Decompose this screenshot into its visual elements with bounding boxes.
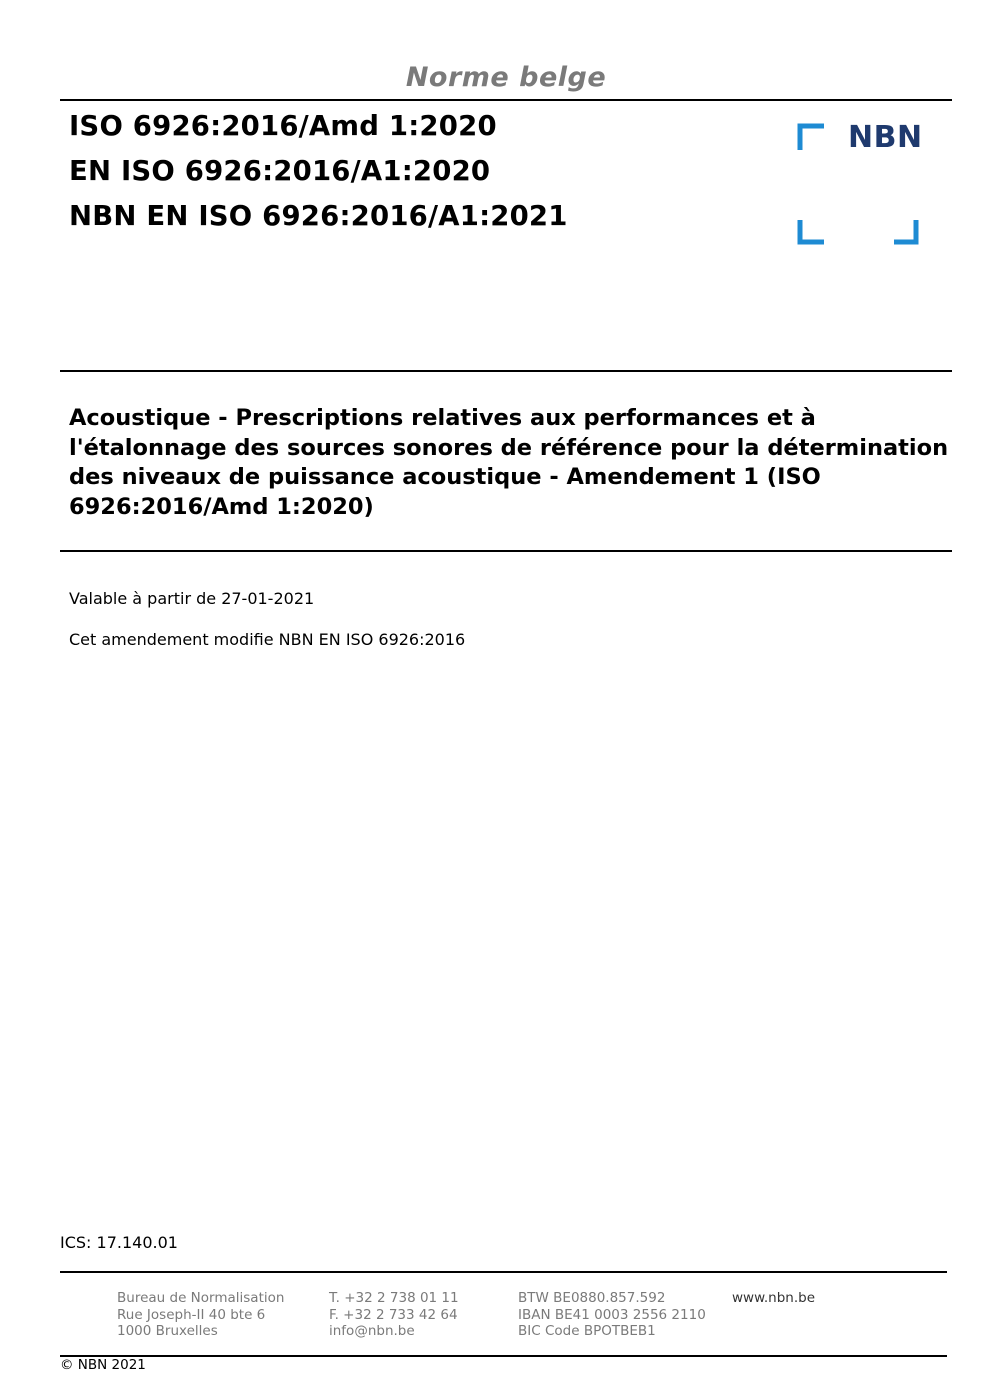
footer-phone: T. +32 2 738 01 11 (329, 1290, 459, 1306)
ics-code: ICS: 17.140.01 (60, 1233, 178, 1252)
top-rule (60, 99, 952, 101)
amendment-note: Cet amendement modifie NBN EN ISO 6926:2016 (69, 630, 466, 649)
document-kind: Norme belge (405, 62, 607, 93)
title-top-rule (60, 370, 952, 372)
footer-bottom-rule (60, 1355, 947, 1357)
footer-fax: F. +32 2 733 42 64 (329, 1306, 458, 1323)
footer-iban: IBAN BE41 0003 2556 2110 (518, 1306, 706, 1323)
footer-address (117, 1290, 284, 1340)
footer-contact (329, 1290, 459, 1340)
nbn-code: NBN EN ISO 6926:2016/A1:2021 (69, 200, 568, 232)
footer-website-link[interactable]: www.nbn.be (732, 1290, 816, 1306)
en-code: EN ISO 6926:2016/A1:2020 (69, 155, 491, 187)
footer-bic: BIC Code BPOTBEB1 (518, 1323, 656, 1340)
footer-bank (518, 1290, 706, 1340)
footer-vat: BTW BE0880.857.592 (518, 1290, 666, 1306)
title-bottom-rule (60, 550, 952, 552)
validity-date: Valable à partir de 27-01-2021 (69, 589, 315, 608)
footer-address-line: Bureau de Normalisation (117, 1290, 285, 1306)
footer-address-line: Rue Joseph-II 40 bte 6 (117, 1306, 266, 1323)
footer-address-line: 1000 Bruxelles (117, 1323, 218, 1340)
nbn-logo-text: NBN (848, 120, 923, 155)
iso-code: ISO 6926:2016/Amd 1:2020 (69, 110, 497, 142)
document-title: Acoustique - Prescriptions relatives aux performances et à l'étalonnage des sources sonores de référence pour la détermination des niveaux de puissance acoustique - Amendement 1 (ISO 6926:2016/Amd 1:2020) (69, 405, 949, 520)
footer-top-rule (60, 1271, 947, 1273)
footer-email-link[interactable]: info@nbn.be (329, 1323, 415, 1340)
copyright: © NBN 2021 (60, 1357, 146, 1373)
